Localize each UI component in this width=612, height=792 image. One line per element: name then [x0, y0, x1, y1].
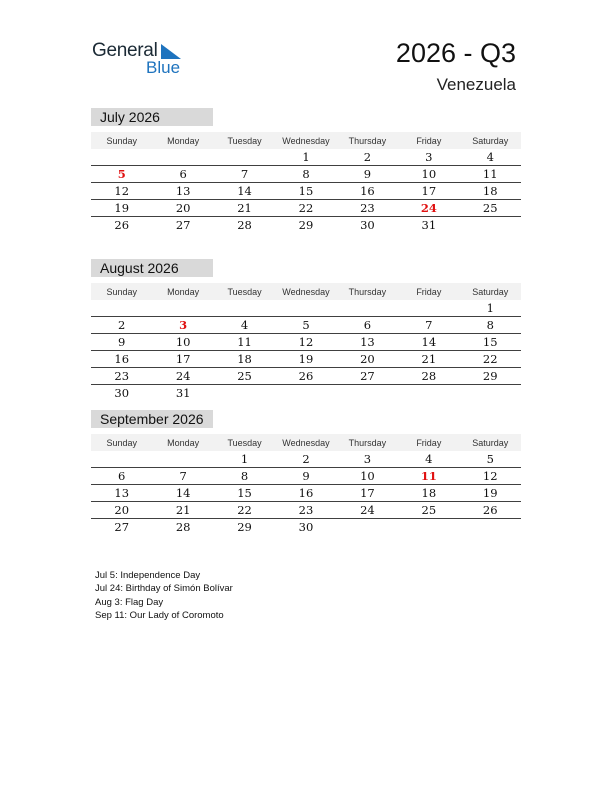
- day-cell: 14: [175, 486, 191, 500]
- day-cell: 22: [482, 352, 498, 366]
- day-cell: 4: [425, 452, 433, 466]
- day-cell: 6: [363, 318, 372, 332]
- month-calendar-july: [91, 108, 521, 233]
- day-cell: 29: [237, 520, 252, 534]
- day-cell: 16: [114, 352, 130, 366]
- day-cell: 12: [114, 184, 130, 198]
- week-row: [91, 300, 521, 317]
- day-cell: 29: [298, 218, 314, 232]
- holiday-day-cell: 24: [420, 201, 437, 215]
- day-cell: 22: [298, 201, 314, 215]
- week-row: [91, 502, 521, 519]
- day-cell: 1: [240, 452, 249, 466]
- holiday-note: Aug 3: Flag Day: [95, 596, 164, 608]
- logo-general-text: General: [92, 40, 158, 61]
- day-cell: [337, 385, 398, 401]
- day-cell: 7: [179, 469, 187, 483]
- day-cell: [152, 149, 213, 165]
- day-cell: 8: [240, 469, 249, 483]
- day-cell: 25: [237, 369, 252, 383]
- day-cell: 13: [360, 335, 375, 349]
- logo: [92, 40, 192, 80]
- day-cell: 23: [360, 201, 375, 215]
- day-cell: 9: [302, 469, 310, 483]
- day-cell: 27: [360, 369, 375, 383]
- week-row: [91, 149, 521, 166]
- weekday-label: Tuesday: [227, 287, 262, 297]
- day-cell: 27: [114, 520, 130, 534]
- day-cell: 16: [298, 486, 314, 500]
- day-cell: 15: [237, 486, 252, 500]
- day-cell: [91, 451, 152, 467]
- week-row: [91, 217, 521, 233]
- day-cell: 20: [360, 352, 375, 366]
- day-cell: 26: [482, 503, 498, 517]
- weekday-label: Sunday: [106, 287, 137, 297]
- day-cell: 30: [360, 218, 375, 232]
- logo-blue-text: Blue: [146, 58, 181, 77]
- day-cell: 12: [298, 335, 314, 349]
- weekday-header-row: [91, 434, 521, 451]
- day-cell: 13: [175, 184, 191, 198]
- week-row: [91, 368, 521, 385]
- day-cell: 23: [114, 369, 130, 383]
- country-name: Venezuela: [436, 75, 516, 94]
- day-cell: 1: [486, 301, 494, 315]
- day-cell: 31: [421, 218, 437, 232]
- day-cell: 5: [302, 318, 310, 332]
- day-cell: 5: [486, 452, 494, 466]
- week-row: [91, 200, 521, 217]
- day-cell: 2: [302, 452, 310, 466]
- day-cell: 14: [421, 335, 437, 349]
- day-cell: 15: [298, 184, 314, 198]
- day-cell: 2: [363, 150, 372, 164]
- day-cell: 19: [482, 486, 498, 500]
- day-cell: [214, 385, 275, 401]
- holiday-note: Jul 24: Birthday of Simón Bolívar: [95, 583, 233, 595]
- day-cell: 28: [421, 369, 437, 383]
- day-cell: 19: [114, 201, 130, 215]
- day-cell: 4: [486, 150, 494, 164]
- day-cell: 17: [360, 486, 375, 500]
- month-calendar-august: [91, 259, 521, 401]
- day-cell: 21: [237, 201, 252, 215]
- day-cell: 18: [482, 184, 498, 198]
- month-calendar-september: [91, 410, 521, 535]
- day-cell: 10: [360, 469, 375, 483]
- day-cell: 8: [302, 167, 310, 181]
- weekday-label: Saturday: [472, 136, 509, 146]
- day-cell: 20: [175, 201, 191, 215]
- week-row: [91, 385, 521, 401]
- weekday-label: Friday: [416, 287, 442, 297]
- weekday-header-row: [91, 283, 521, 300]
- day-cell: 15: [482, 335, 498, 349]
- day-cell: [214, 300, 275, 316]
- week-row: [91, 317, 521, 334]
- day-cell: 6: [118, 469, 126, 483]
- day-cell: [275, 385, 336, 401]
- weekday-label: Saturday: [472, 287, 509, 297]
- day-cell: 24: [360, 503, 375, 517]
- day-cell: 25: [421, 503, 437, 517]
- day-cell: [398, 385, 459, 401]
- week-row: [91, 485, 521, 502]
- day-cell: 28: [237, 218, 252, 232]
- day-cell: 13: [114, 486, 130, 500]
- day-cell: 8: [486, 318, 494, 332]
- day-cell: [398, 300, 459, 316]
- weekday-label: Tuesday: [227, 136, 262, 146]
- day-cell: 9: [363, 167, 372, 181]
- day-cell: 17: [421, 184, 437, 198]
- weekday-label: Thursday: [348, 287, 387, 297]
- weekday-label: Thursday: [348, 438, 387, 448]
- day-cell: 3: [363, 452, 372, 466]
- day-cell: 18: [237, 352, 252, 366]
- day-cell: [337, 519, 398, 535]
- weekday-label: Wednesday: [282, 287, 330, 297]
- weekday-label: Thursday: [348, 136, 387, 146]
- holiday-note: Jul 5: Independence Day: [95, 570, 201, 581]
- day-cell: 4: [240, 318, 249, 332]
- week-row: [91, 519, 521, 535]
- day-cell: [337, 300, 398, 316]
- day-cell: [152, 300, 213, 316]
- day-cell: 31: [175, 386, 191, 400]
- day-cell: 10: [421, 167, 437, 181]
- day-cell: 11: [482, 167, 498, 181]
- weekday-label: Friday: [416, 136, 442, 146]
- day-cell: 6: [179, 167, 187, 181]
- day-cell: [398, 519, 459, 535]
- weekday-label: Tuesday: [227, 438, 262, 448]
- day-cell: 11: [237, 335, 252, 349]
- day-cell: 1: [302, 150, 310, 164]
- weekday-label: Wednesday: [282, 438, 330, 448]
- weekday-label: Wednesday: [282, 136, 330, 146]
- day-cell: 19: [298, 352, 314, 366]
- day-cell: 27: [175, 218, 191, 232]
- day-cell: 7: [425, 318, 433, 332]
- week-row: [91, 334, 521, 351]
- day-cell: 16: [360, 184, 375, 198]
- day-cell: 18: [421, 486, 437, 500]
- month-title: July 2026: [91, 108, 213, 126]
- day-cell: 29: [482, 369, 498, 383]
- day-cell: 21: [175, 503, 191, 517]
- month-title: September 2026: [91, 410, 213, 428]
- day-cell: 30: [114, 386, 130, 400]
- weekday-label: Friday: [416, 438, 442, 448]
- day-cell: 22: [237, 503, 252, 517]
- day-cell: 2: [118, 318, 126, 332]
- week-row: [91, 468, 521, 485]
- day-cell: [214, 149, 275, 165]
- holiday-day-cell: 3: [179, 318, 188, 332]
- weekday-label: Monday: [167, 438, 200, 448]
- weekday-label: Monday: [167, 287, 200, 297]
- holiday-note: Sep 11: Our Lady of Coromoto: [95, 609, 224, 621]
- week-row: [91, 351, 521, 368]
- month-title: August 2026: [91, 259, 213, 277]
- holiday-day-cell: 5: [117, 167, 126, 181]
- day-cell: 3: [425, 150, 433, 164]
- day-cell: 24: [175, 369, 191, 383]
- day-cell: 25: [482, 201, 498, 215]
- day-cell: 28: [175, 520, 191, 534]
- weekday-header-row: [91, 132, 521, 149]
- day-cell: [91, 149, 152, 165]
- weekday-label: Sunday: [106, 136, 137, 146]
- day-cell: 7: [240, 167, 249, 181]
- day-cell: 14: [237, 184, 252, 198]
- day-cell: 26: [114, 218, 130, 232]
- day-cell: [460, 385, 521, 401]
- holiday-day-cell: 11: [420, 469, 437, 483]
- day-cell: 23: [298, 503, 314, 517]
- day-cell: [460, 217, 521, 233]
- day-cell: 12: [482, 469, 498, 483]
- week-row: [91, 451, 521, 468]
- day-cell: [460, 519, 521, 535]
- day-cell: 9: [118, 335, 126, 349]
- day-cell: 26: [298, 369, 314, 383]
- weekday-label: Sunday: [106, 438, 137, 448]
- day-cell: [275, 300, 336, 316]
- holiday-notes: [95, 569, 233, 622]
- day-cell: [91, 300, 152, 316]
- week-row: [91, 183, 521, 200]
- day-cell: 30: [298, 520, 314, 534]
- day-cell: 10: [175, 335, 191, 349]
- day-cell: 20: [114, 503, 130, 517]
- day-cell: 17: [175, 352, 191, 366]
- weekday-label: Monday: [167, 136, 200, 146]
- day-cell: 21: [421, 352, 437, 366]
- day-cell: [152, 451, 213, 467]
- week-row: [91, 166, 521, 183]
- weekday-label: Saturday: [472, 438, 509, 448]
- page-title: 2026 - Q3: [395, 38, 516, 68]
